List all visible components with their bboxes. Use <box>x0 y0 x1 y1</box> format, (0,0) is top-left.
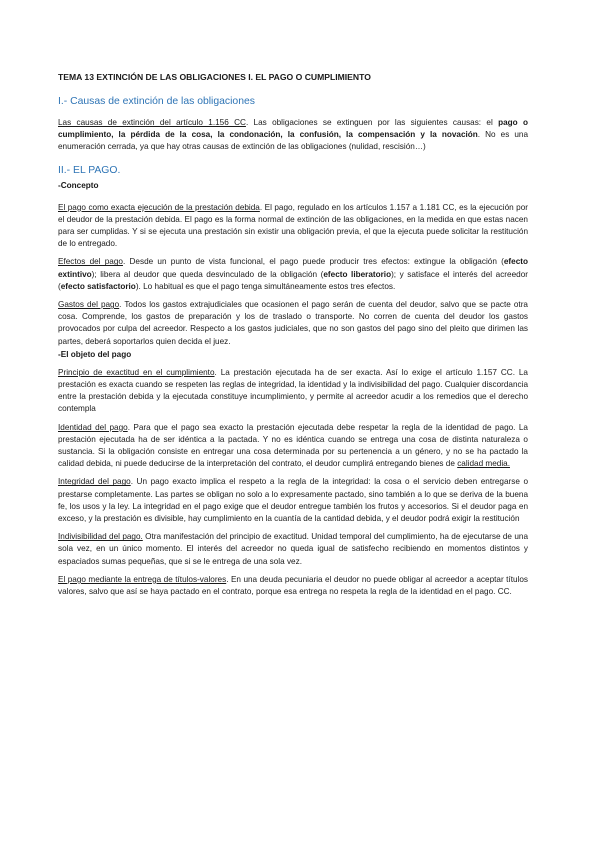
paragraph-titulos-valores: El pago mediante la entrega de títulos-valores. En una deuda pecuniaria el deudor no puede obligar al acreedor a aceptar títulos valores, salvo que así se haya pactado en el contrato, porque esa entrega no respeta la regla de la identidad en el pago. CC. <box>58 574 528 597</box>
paragraph-indivisibilidad-pago: Indivisibilidad del pago. Otra manifestación del principio de exactitud. Unidad temporal del cumplimiento, ha de ejecutarse de una sola vez, en un único momento. El interés del acreedor no queda igual de satisfecho recibiendo en momentos distintos y espaciados sumas pequeñas, que si se le entrega de una sola vez. <box>58 532 528 566</box>
document-title: TEMA 13 EXTINCIÓN DE LAS OBLIGACIONES I. EL PAGO O CUMPLIMIENTO <box>58 72 371 82</box>
paragraph-gastos-pago: Gastos del pago. Todos los gastos extrajudiciales que ocasionen el pago serán de cuenta del deudor, salvo que se pacte otra cosa. Comprende, los gastos de preparación y los de traslado o transporte. No corren de cuenta del deudor los gastos provocados por culpa del acreedor. Respecto a los gastos judiciales, que no son gastos del pago sino del pleito que dirimen las partes, deberá soportarlos quien decida el juez. <box>58 300 528 346</box>
paragraph-pago-ejecucion: El pago como exacta ejecución de la prestación debida. El pago, regulado en los artículos 1.157 a 1.181 CC, es la ejecución por el deudor de la prestación debida. El pago es la forma normal de extinción de las obligaciones, en la medida en que estas nacen para ser cumplidas. Y si se ejecuta una prestación sin existir una obligación previa, el que la ejecuta puede solicitar la restitución de lo entregado. <box>58 202 528 249</box>
subheading-objeto-pago: -El objeto del pago <box>58 349 132 359</box>
paragraph-principio-exactitud: Principio de exactitud en el cumplimiento. La prestación ejecutada ha de ser exacta. Así lo exige el artículo 1.157 CC. La prestación es exacta cuando se respeten las reglas de integridad, la identidad y la indivisibilidad del pago. Cualquier discordancia entre la prestación debida y la ejecutada constituye incumplimiento, y permite al acreedor acudir a los remedios que el derecho contempla <box>58 367 528 414</box>
paragraph-efectos-pago: Efectos del pago. Desde un punto de vista funcional, el pago puede producir tres efectos: extingue la obligación (efecto extintivo); libera al deudor que queda desvinculado de la obligación (efecto liberatorio); y satisface el interés del acreedor (efecto satisfactorio). Lo habitual es que el pago tenga simultáneamente estos tres efectos. <box>58 257 528 291</box>
paragraph-identidad-pago: Identidad del pago. Para que el pago sea exacto la prestación ejecutada debe respetar la regla de la identidad de pago. La prestación ejecutada ha de ser idéntica a la pactada. Y no es idéntica cuando se entrega una cosa de distinta naturaleza o sustancia. Si la obligación consiste en entregar una cosa determinada por su pertenencia a un género, y no se ha pactado la calidad debida, ni puede deducirse de la interpretación del contrato, el deudor cumplirá entregando bienes de calidad media. <box>58 422 528 469</box>
document-page <box>58 72 528 604</box>
paragraph-integridad-pago: Integridad del pago. Un pago exacto implica el respeto a la regla de la integridad: la cosa o el servicio deben entregarse o prestarse completamente. Las partes se obligan no solo a lo expresamente pactado, sino también a lo que se deriva de la buena fe, los usos y la ley. La integridad en el pago exige que el deudor entregue también los frutos y accesorios. Si el deudor paga en exceso, y la prestación es divisible, hay cumplimiento en la cuantía de la cantidad debida, y el deudor podrá exigir la restitución <box>58 477 529 524</box>
section-1-heading: I.- Causas de extinción de las obligaciones <box>58 96 255 107</box>
subheading-concepto: -Concepto <box>58 180 99 190</box>
section-2-heading: II.- EL PAGO. <box>58 164 121 176</box>
paragraph-causas-extincion: Las causas de extinción del artículo 1.156 CC. Las obligaciones se extinguen por las siguientes causas: el pago o cumplimiento, la pérdida de la cosa, la condonación, la confusión, la compensación y la novación. No es una enumeración cerrada, ya que hay otras causas de extinción de las obligaciones (nulidad, rescisión…) <box>58 118 529 152</box>
